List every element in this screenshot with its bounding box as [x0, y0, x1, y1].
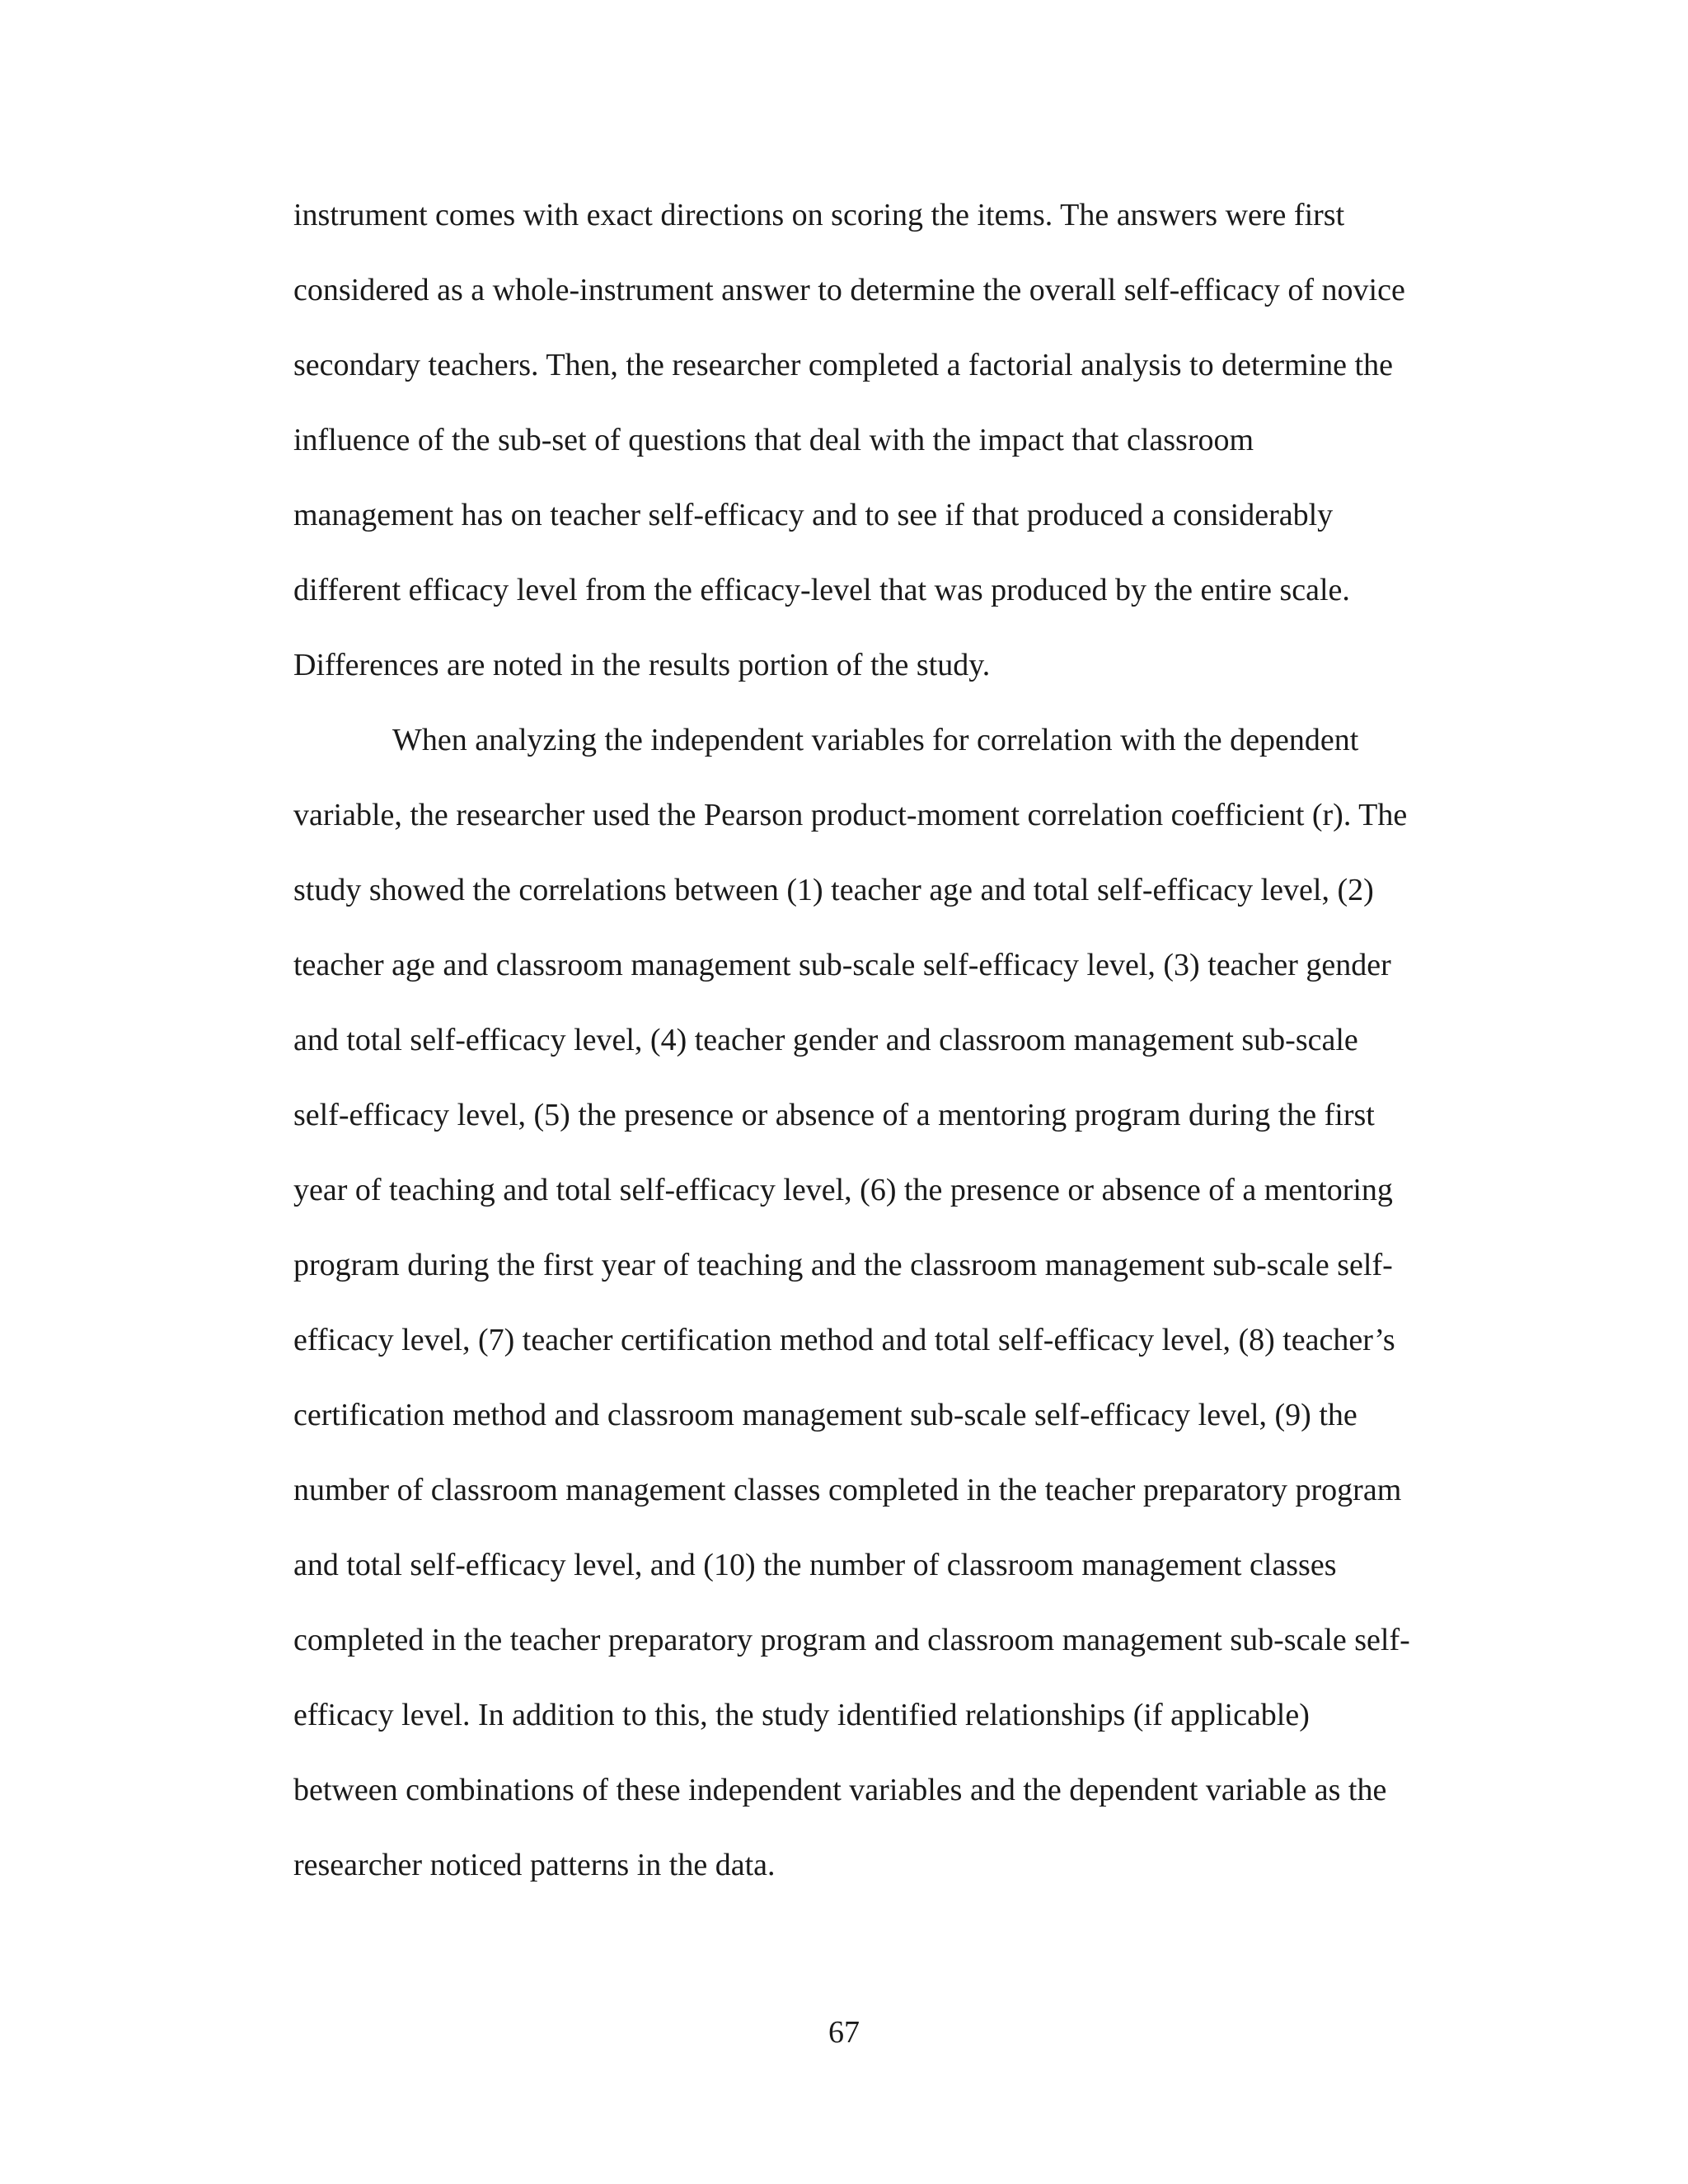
- paragraph-line: efficacy level, (7) teacher certification method and total self-efficacy level, (8) teacher’s: [293, 1323, 1395, 1357]
- paragraph-line: program during the first year of teaching and the classroom management sub-scale self-: [293, 1248, 1393, 1282]
- paragraph-line: between combinations of these independent variables and the dependent variable as the: [293, 1773, 1387, 1807]
- paragraph-line: variable, the researcher used the Pearson product-moment correlation coefficient (r). The: [293, 798, 1408, 832]
- paragraph-line: and total self-efficacy level, (4) teacher gender and classroom management sub-scale: [293, 1023, 1358, 1057]
- paragraph-line: secondary teachers. Then, the researcher completed a factorial analysis to determine the: [293, 348, 1393, 382]
- paragraph-line: Differences are noted in the results portion of the study.: [293, 648, 991, 682]
- paragraph-line: number of classroom management classes completed in the teacher preparatory program: [293, 1473, 1402, 1507]
- paragraph-line: study showed the correlations between (1) teacher age and total self-efficacy level, (2): [293, 873, 1374, 907]
- paragraph-line: teacher age and classroom management sub-scale self-efficacy level, (3) teacher gender: [293, 948, 1391, 982]
- body-text: [293, 192, 1472, 1917]
- paragraph-line: self-efficacy level, (5) the presence or absence of a mentoring program during the first: [293, 1098, 1375, 1132]
- paragraph-2: [293, 717, 1472, 1917]
- paragraph-1: [293, 192, 1472, 717]
- page-number: 67: [828, 2015, 860, 2050]
- paragraph-line: influence of the sub-set of questions that deal with the impact that classroom: [293, 423, 1254, 457]
- paragraph-line: considered as a whole-instrument answer to determine the overall self-efficacy of novice: [293, 273, 1405, 307]
- paragraph-line: year of teaching and total self-efficacy level, (6) the presence or absence of a mentoring: [293, 1173, 1393, 1207]
- paragraph-line: different efficacy level from the efficacy-level that was produced by the entire scale.: [293, 573, 1350, 607]
- paragraph-line: management has on teacher self-efficacy and to see if that produced a considerably: [293, 498, 1334, 532]
- paragraph-line: instrument comes with exact directions on scoring the items. The answers were first: [293, 198, 1345, 232]
- paragraph-line: completed in the teacher preparatory program and classroom management sub-scale self-: [293, 1623, 1410, 1657]
- paragraph-line: When analyzing the independent variables for correlation with the dependent: [392, 723, 1359, 757]
- paragraph-line: and total self-efficacy level, and (10) the number of classroom management classes: [293, 1548, 1337, 1582]
- paragraph-line: researcher noticed patterns in the data.: [293, 1848, 776, 1882]
- paragraph-line: certification method and classroom management sub-scale self-efficacy level, (9) the: [293, 1398, 1357, 1432]
- paragraph-line: efficacy level. In addition to this, the study identified relationships (if applicable): [293, 1698, 1310, 1732]
